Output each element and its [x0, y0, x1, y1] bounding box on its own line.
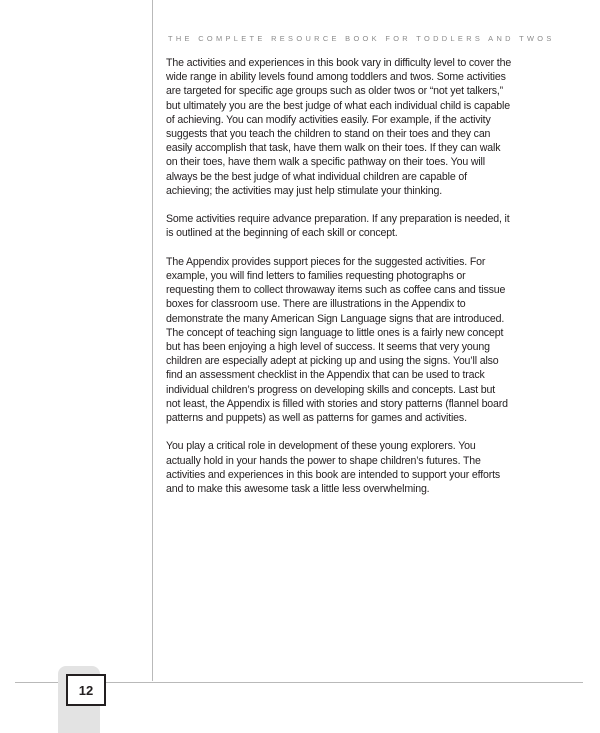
margin-rule-vertical [152, 0, 153, 681]
paragraph-critical-role: You play a critical role in development of these young explorers. You actually hold in your hands the power to shape children’s futures. The activities and experiences in this book are intended to support your efforts and to make this awesome task a little less overwhelming. [166, 440, 501, 496]
body-text [166, 56, 512, 510]
paragraph-appendix: The Appendix provides support pieces for the suggested activities. For example, you will find letters to families requesting photographs or requesting them to collect throwaway items such as coffee cans and tissue boxes for classroom use. There are illustrations in the Appendix to demonstrate the many American Sign Language signs that are introduced. The concept of teaching sign language to little ones is a fairly new concept but has been enjoying a high level of success. It seems that very young children are especially adept at picking up and using the signs. You’ll also find an assessment checklist in the Appendix that can be used to track individual children’s progress on developing skills and concepts. Last but not least, the Appendix is filled with stories and story patterns (flannel board patterns and puppets) as well as patterns for games and activities. [166, 255, 508, 425]
paragraph-advance-preparation: Some activities require advance preparation. If any preparation is needed, it is outlined at the beginning of each skill or concept. [166, 213, 510, 240]
paragraph-activities-difficulty: The activities and experiences in this book vary in difficulty level to cover the wide range in ability levels found among toddlers and twos. Some activities are targeted for specific age groups such as older twos or “not yet talkers,” but ultimately you are the best judge of what each individual child is capable of achieving. You can modify activities easily. For example, if the activity suggests that you teach the children to stand on their toes and they can easily accomplish that task, have them walk on their toes. If they can walk on their toes, have them walk a specific pathway on their toes. You will always be the best judge of what individual children are capable of achieving; the activities may just help stimulate your thinking. [166, 57, 512, 197]
running-head: THE COMPLETE RESOURCE BOOK FOR TODDLERS AND TWOS [168, 34, 555, 43]
page-number: 12 [66, 674, 106, 706]
